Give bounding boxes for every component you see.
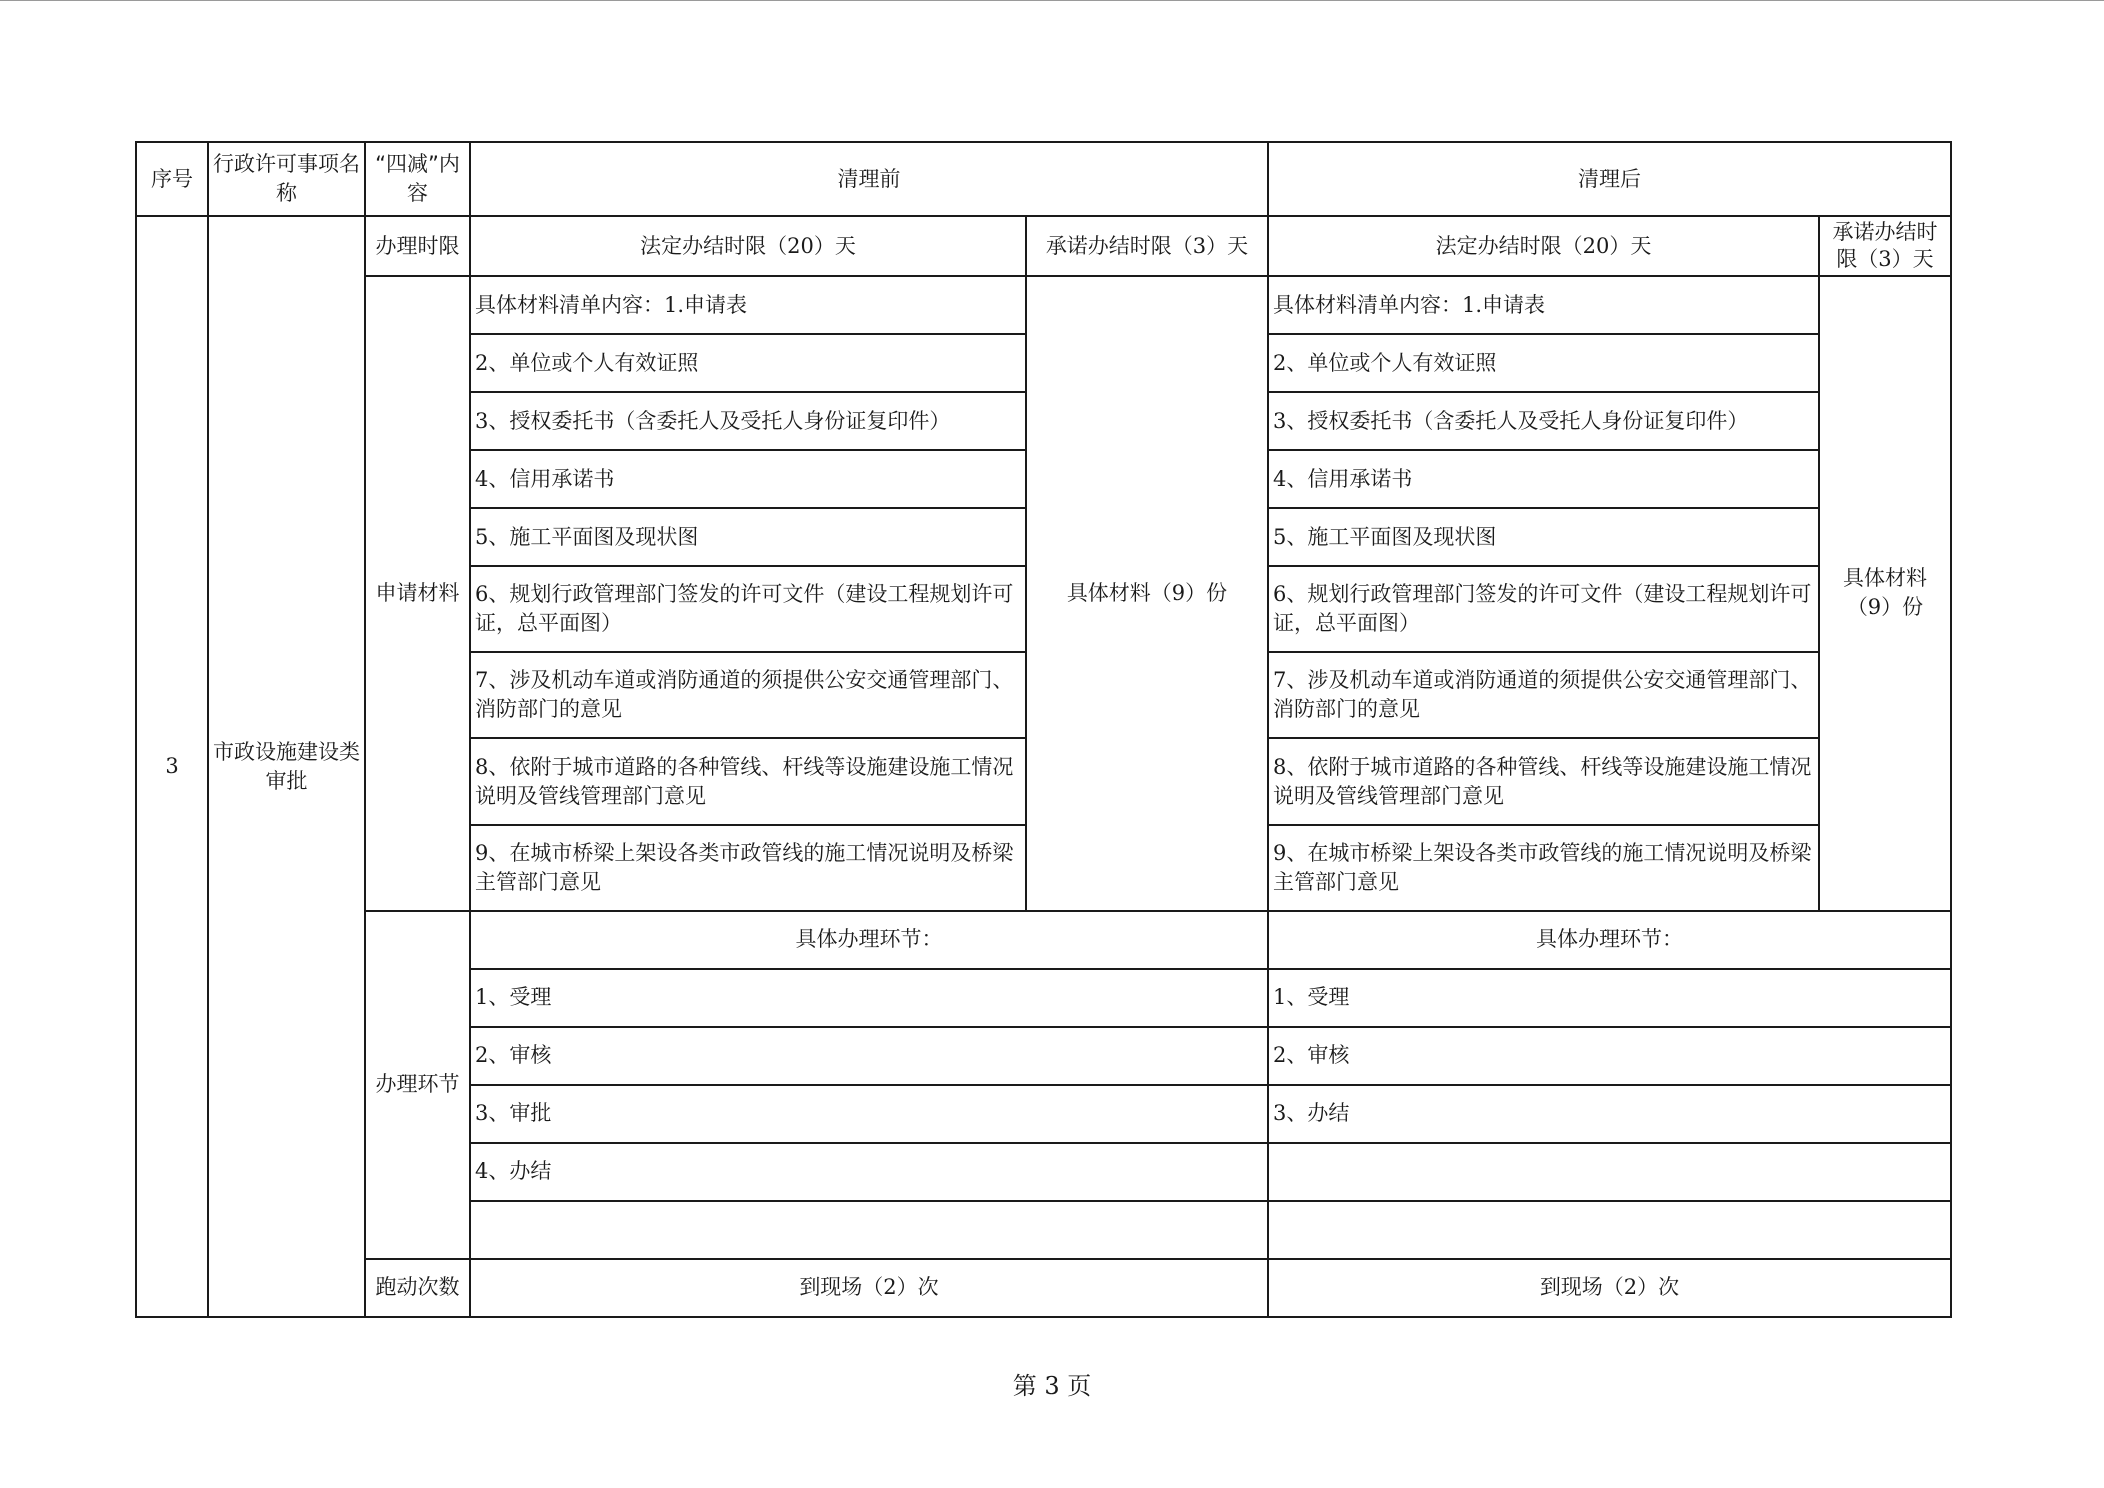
after-step-item: 3、办结 [1268,1085,1951,1143]
before-step-item [470,1201,1268,1259]
after-material-item: 6、规划行政管理部门签发的许可文件（建设工程规划许可证，总平面图） [1268,566,1819,652]
approval-table [135,141,1952,1318]
top-border-line [0,0,2104,1]
header-after: 清理后 [1268,142,1951,216]
before-material-item: 8、依附于城市道路的各种管线、杆线等设施建设施工情况说明及管线管理部门意见 [470,738,1026,824]
before-step-item: 3、审批 [470,1085,1268,1143]
after-material-item: 2、单位或个人有效证照 [1268,334,1819,392]
after-materials-summary: 具体材料（9）份 [1819,276,1951,910]
row-item-name: 市政设施建设类审批 [208,216,365,1317]
before-material-item: 4、信用承诺书 [470,450,1026,508]
material-row [136,276,1951,334]
time-limit-label: 办理时限 [365,216,470,276]
before-material-item: 7、涉及机动车道或消防通道的须提供公安交通管理部门、消防部门的意见 [470,652,1026,738]
header-four-reduce: “四减”内容 [365,142,470,216]
steps-title-row [136,911,1951,969]
materials-label: 申请材料 [365,276,470,910]
after-steps-title: 具体办理环节： [1268,911,1951,969]
before-material-item: 9、在城市桥梁上架设各类市政管线的施工情况说明及桥梁主管部门意见 [470,825,1026,911]
header-before: 清理前 [470,142,1268,216]
after-legal-time: 法定办结时限（20）天 [1268,216,1819,276]
steps-label: 办理环节 [365,911,470,1259]
before-material-item: 具体材料清单内容：1.申请表 [470,276,1026,334]
before-visits: 到现场（2）次 [470,1259,1268,1317]
before-steps-title: 具体办理环节： [470,911,1268,969]
after-material-item: 3、授权委托书（含委托人及受托人身份证复印件） [1268,392,1819,450]
after-material-item: 4、信用承诺书 [1268,450,1819,508]
visits-row [136,1259,1951,1317]
after-material-item: 7、涉及机动车道或消防通道的须提供公安交通管理部门、消防部门的意见 [1268,652,1819,738]
visits-label: 跑动次数 [365,1259,470,1317]
before-material-item: 3、授权委托书（含委托人及受托人身份证复印件） [470,392,1026,450]
after-material-item: 9、在城市桥梁上架设各类市政管线的施工情况说明及桥梁主管部门意见 [1268,825,1819,911]
before-legal-time: 法定办结时限（20）天 [470,216,1026,276]
after-material-item: 5、施工平面图及现状图 [1268,508,1819,566]
row-seq: 3 [136,216,208,1317]
after-material-item: 具体材料清单内容：1.申请表 [1268,276,1819,334]
time-limit-row [136,216,1951,276]
page-number: 第 3 页 [1012,1372,1092,1400]
before-step-item: 2、审核 [470,1027,1268,1085]
after-visits: 到现场（2）次 [1268,1259,1951,1317]
before-step-item: 1、受理 [470,969,1268,1027]
after-promise-time: 承诺办结时限（3）天 [1819,216,1951,276]
after-material-item: 8、依附于城市道路的各种管线、杆线等设施建设施工情况说明及管线管理部门意见 [1268,738,1819,824]
before-material-item: 2、单位或个人有效证照 [470,334,1026,392]
before-promise-time: 承诺办结时限（3）天 [1026,216,1268,276]
after-step-item: 1、受理 [1268,969,1951,1027]
after-step-item [1268,1143,1951,1201]
after-step-item [1268,1201,1951,1259]
header-row [136,142,1951,216]
header-seq: 序号 [136,142,208,216]
after-step-item: 2、审核 [1268,1027,1951,1085]
before-materials-summary: 具体材料（9）份 [1026,276,1268,910]
before-step-item: 4、办结 [470,1143,1268,1201]
before-material-item: 6、规划行政管理部门签发的许可文件（建设工程规划许可证，总平面图） [470,566,1026,652]
before-material-item: 5、施工平面图及现状图 [470,508,1026,566]
header-item-name: 行政许可事项名称 [208,142,365,216]
